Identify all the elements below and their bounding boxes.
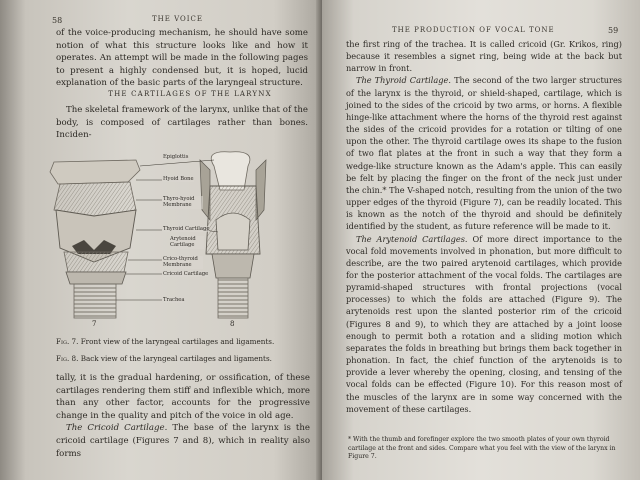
cricoid-paragraph: [56, 422, 310, 460]
label-epiglottis: Epiglottis: [163, 154, 189, 160]
page-number-right: 59: [608, 26, 619, 35]
cricoid-text: The base of the larynx is the cricoid cartilage (Figures 7 and 8), which in reality also forms: [56, 423, 310, 459]
right-page-text: [346, 38, 622, 415]
arytenoid-paragraph: [346, 233, 622, 415]
trachea-text: the first ring of the trachea. It is called cricoid (Gr. Krikos, ring) because it resembles a signet ring, being wide at the back but narrow in front.: [346, 39, 622, 74]
section-text: The skeletal framework of the larynx, unlike that of the body, is composed of cartilages rather than bones. Inciden-: [56, 105, 308, 141]
footnote: * With the thumb and forefinger explore the two smooth plates of your own thyroid cartilage at the front and sides. Compare what you feel with the view of the larynx in Figure 7.: [348, 436, 616, 461]
page-number-left: 58: [52, 16, 63, 25]
figure-number-8: 8: [230, 320, 235, 328]
thyroid-paragraph: [346, 74, 622, 232]
cricoid-heading: The Cricoid Cartilage.: [66, 423, 168, 434]
lower-paragraphs-left: [56, 372, 310, 460]
right-page: [322, 0, 640, 480]
caption-fig8-text: Back view of the laryngeal cartilages and ligaments.: [80, 354, 272, 363]
back-view-drawing: [200, 152, 266, 318]
running-head-left: THE VOICE: [152, 15, 204, 23]
section-paragraph: [56, 104, 308, 142]
figure-number-7: 7: [92, 320, 97, 328]
label-cricoid-cartilage: Cricoid Cartilage: [163, 271, 209, 277]
larynx-figure: [44, 150, 314, 328]
running-head-right: THE PRODUCTION OF VOCAL TONE: [392, 26, 555, 34]
thyroid-heading: The Thyroid Cartilage.: [356, 75, 451, 86]
section-heading: THE CARTILAGES OF THE LARYNX: [108, 90, 272, 98]
caption-fig8-label: Fig. 8.: [56, 354, 79, 363]
label-hyoid-bone: Hyoid Bone: [163, 176, 194, 182]
label-crico-thyroid: Crico-thyroid Membrane: [163, 256, 203, 269]
ossification-text: tally, it is the gradual hardening, or ossification, of these cartilages rendering them stiff and inflexible which, more than any other factor, accounts for the progressive change in the quality and pitch of the voice in old age.: [56, 373, 310, 421]
arytenoid-text: Of more direct importance to the vocal fold movements involved in phonation, but more difficult to describe, are the two paired arytenoid cartilages, which provide for the posterior attachment of the vocal folds. The cartilages are pyramid-shaped structures with frontal projections (vocal processes) to which the folds are attached (Figure 9). The arytenoids rest upon the slanted posterior rim of the cricoid (Figures 8 and 9), to which they are attached by a joint loose enough to permit both a rotation and a sliding motion which separates the folds in breathing but brings them back together in phonation. In fact, the chief function of the arytenoids is to provide a lever whereby the opening, closing, and tensing of the vocal folds can be effected (Figure 10). For this reason most of the muscles of the larynx are in some way concerned with the movement of these cartilages.: [346, 233, 622, 414]
label-arytenoid-cartilage: Arytenoid Cartilage: [170, 236, 204, 249]
front-view-drawing: [50, 160, 140, 318]
caption-fig7-label: Fig. 7.: [56, 337, 79, 346]
label-thyroid-cartilage: Thyroid Cartilage: [163, 226, 210, 232]
intro-text: of the voice-producing mechanism, he should have some notion of what this structure looks like and how it operates. An attempt will be made in the following pages to present a highly condensed but, it is hoped, lucid explanation of the basic parts of the laryngeal structure.: [56, 28, 308, 89]
label-thyro-hyoid: Thyro-hyoid Membrane: [163, 196, 203, 209]
arytenoid-heading: The Arytenoid Cartilages.: [356, 233, 468, 244]
caption-fig8: [56, 353, 312, 364]
intro-paragraph: [56, 27, 308, 90]
label-trachea: Trachea: [163, 297, 185, 303]
caption-fig7: [56, 336, 312, 347]
thyroid-text: The second of the two larger structures of the larynx is the thyroid, or shield-shaped, cartilage, which is joined to the sides of the cricoid by two arms, or horns. A flexible hinge-like attachment where the horns of the thyroid rest against the sides of the cricoid provides for a rotation or tilting of one upon the other. The thyroid cartilage owes its shape to the fusion of two flat plates at the front in such a way that they form a wedge-like structure known as the Adam's apple. This can easily be felt by placing the finger on the front of the neck just under the chin.* The V-shaped notch, resulting from the union of the two upper edges of the thyroid (Figure 7), can be readily located. This is known as the notch of the thyroid and should be definitely identified by the student, as future reference will be made to it.: [346, 75, 622, 232]
caption-fig7-text: Front view of the laryngeal cartilages and ligaments.: [80, 337, 275, 346]
